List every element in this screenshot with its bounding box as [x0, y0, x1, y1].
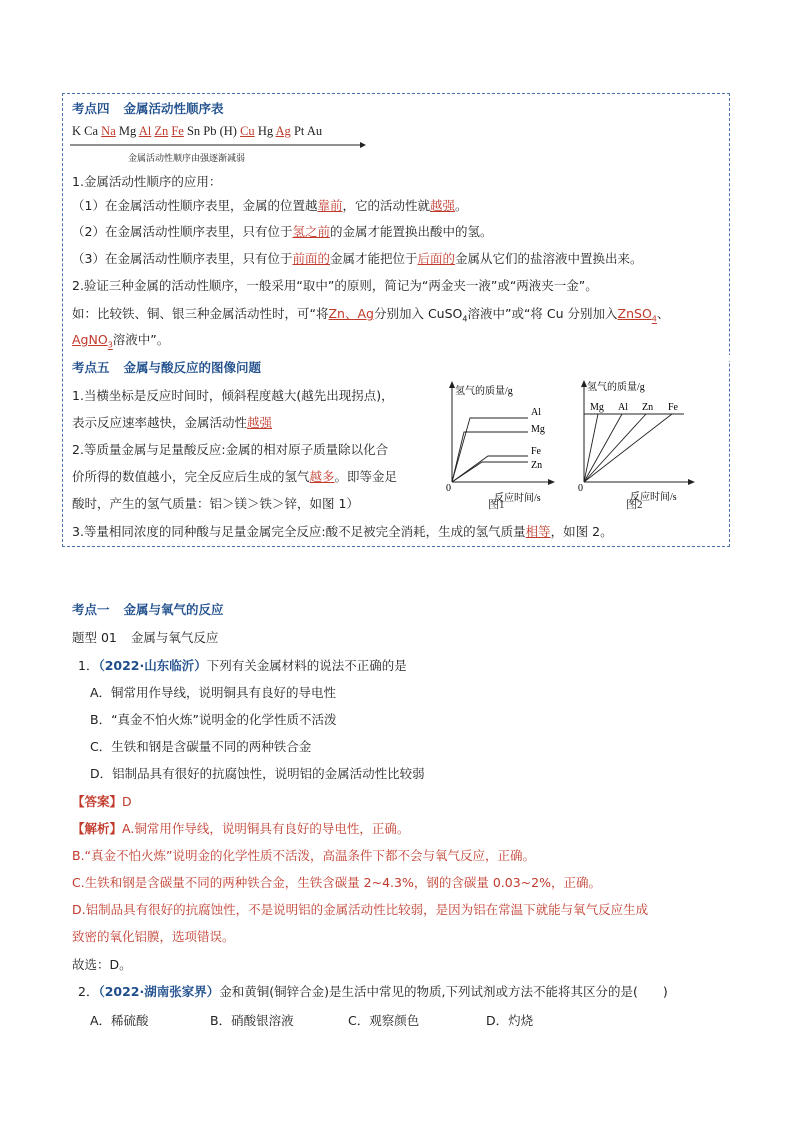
section1-heading: [72, 600, 224, 618]
s5-line-1: 1.当横坐标是反应时间时，倾斜程度越大(越先出现拐点)，: [72, 388, 394, 403]
q2-option-d: D．灼烧: [486, 1013, 534, 1028]
figure-2: [576, 380, 700, 510]
keyword: 越强: [430, 198, 456, 213]
analysis-text: A.铜常用作导线，说明铜具有良好的导电性，正确。: [122, 821, 410, 836]
fig2-xlabel: 反应时间/s: [630, 492, 677, 503]
keyword: 相等: [525, 524, 551, 539]
q1-option-a: A．铜常用作导线，说明铜具有良好的导电性: [90, 685, 337, 700]
section4-number: 考点四: [72, 101, 110, 116]
text: （1）在金属活动性顺序表里，金属的位置越: [72, 198, 318, 213]
keyword: Zn、Ag: [328, 306, 374, 321]
fig1-line-fe: [452, 456, 528, 482]
metal-Pt: Pt: [293, 124, 305, 138]
q1-source: （2022·山东临沂）: [98, 658, 207, 673]
q1-analysis-5: 致密的氧化铝膜，选项错误。: [72, 929, 235, 944]
text: 表示反应速率越快，金属活动性: [72, 415, 248, 430]
s5-line-5: 酸时，产生的氢气质量：铝＞镁＞铁＞锌，如图 1）: [72, 496, 359, 511]
application-point-2: [72, 222, 493, 240]
fig2-line-zn: [584, 414, 646, 482]
keyword: 靠前: [317, 198, 343, 213]
text: 溶液中”。: [112, 332, 170, 347]
q2-text: 金和黄铜(铜锌合金)是生活中常见的物质,下列试剂或方法不能将其区分的是( ): [219, 984, 668, 999]
section5-heading: [72, 358, 261, 376]
s5-line-2: [72, 413, 272, 431]
metal-Pb: Pb: [203, 124, 217, 138]
fig2-x-arrow: [688, 479, 695, 485]
verification-line-3: [72, 330, 169, 350]
subscript: 3: [107, 340, 113, 350]
text: 金属才能把位于: [329, 251, 418, 266]
fig1-line-zn: [452, 462, 528, 482]
keyword: ZnSO: [617, 306, 652, 321]
text: 。即等金足: [334, 469, 398, 484]
metal-Hg: Hg: [257, 124, 274, 138]
fig1-ylabel: 氢气的质量/g: [455, 386, 513, 397]
keyword: 氢之前: [292, 224, 330, 239]
fig2-line-mg: [584, 414, 598, 482]
type-label: 题型 01: [72, 630, 117, 645]
box-gap: [728, 355, 734, 361]
q1-answer: [72, 792, 132, 810]
answer-value: D: [122, 794, 132, 809]
metal-H: (H): [219, 124, 237, 138]
q1-analysis-1: [72, 819, 409, 837]
q2-option-b: B．硝酸银溶液: [210, 1013, 294, 1028]
metal-Ag: Ag: [275, 124, 291, 138]
text: （2）在金属活动性顺序表里，只有位于: [72, 224, 293, 239]
q1-analysis-4: D.铝制品具有很好的抗腐蚀性，不是说明铝的金属活动性比较弱，是因为铝在常温下就能与氧气反应生成: [72, 902, 649, 917]
fig1-x-arrow: [548, 479, 555, 485]
verification-line-2: [72, 304, 669, 324]
fig2-label-fe: Fe: [668, 402, 678, 413]
fig1-label-zn: Zn: [531, 460, 543, 471]
metal-Mg: Mg: [118, 124, 137, 138]
q1-number: 1．: [78, 658, 99, 673]
metal-Ca: Ca: [84, 124, 99, 138]
fig1-caption: 图1: [488, 499, 505, 511]
text: 价所得的数值越小，完全反应后生成的氢气: [72, 469, 310, 484]
fig2-origin: 0: [578, 483, 583, 494]
text: 。: [455, 198, 468, 213]
analysis-tag: 【解析】: [72, 821, 123, 836]
subscript: 4: [462, 314, 468, 324]
section1-title: 金属与氧气的反应: [123, 602, 224, 617]
arrow-label: 金属活动性顺序由强逐渐减弱: [128, 154, 246, 164]
application-title: 1.金属活动性顺序的应用：: [72, 174, 222, 189]
q2-option-a: A．稀硫酸: [90, 1013, 149, 1028]
application-point-3: [72, 249, 643, 267]
s5-line-3: 2.等质量金属与足量酸反应:金属的相对原子质量除以化合: [72, 442, 389, 457]
answer-tag: 【答案】: [72, 794, 123, 809]
metal-Al: Al: [138, 124, 152, 138]
fig2-label-zn: Zn: [642, 402, 654, 413]
verification-line-1: 2.验证三种金属的活动性顺序，一般采用“取中”的原则，简记为“两金夹一液”或“两液夹一金”。: [72, 278, 598, 293]
keyword: 越强: [247, 415, 273, 430]
q1-analysis-2: B.“真金不怕火炼”说明金的化学性质不活泼，高温条件下都不会与氧气反应，正确。: [72, 848, 536, 863]
metal-Cu: Cu: [240, 124, 255, 138]
text: 3.等量相同浓度的同种酸与足量金属完全反应:酸不足被完全消耗，生成的氢气质量: [72, 524, 526, 539]
text: 溶液中”或“将 Cu 分别加入: [467, 306, 618, 321]
text: 如：比较铁、铜、银三种金属活动性时，可“将: [72, 306, 329, 321]
fig1-label-al: Al: [531, 407, 541, 418]
q1-option-b: B．“真金不怕火炼”说明金的化学性质不活泼: [90, 712, 337, 727]
fig1-line-al: [452, 418, 528, 482]
metal-Na: Na: [101, 124, 116, 138]
fig1-xlabel: 反应时间/s: [494, 493, 541, 504]
section1-number: 考点一: [72, 602, 110, 617]
text: ，如图 2。: [550, 524, 613, 539]
section5-title: 金属与酸反应的图像问题: [123, 360, 262, 375]
s5-line-6: [72, 522, 613, 540]
q2-number: 2．: [78, 984, 99, 999]
subscript: 4: [651, 314, 657, 324]
q1-option-c: C．生铁和钢是含碳量不同的两种铁合金: [90, 739, 312, 754]
fig2-caption: 图2: [626, 499, 643, 511]
keyword: AgNO: [72, 332, 108, 347]
metal-Au: Au: [306, 124, 323, 138]
q1-stem: [78, 656, 407, 674]
fig2-line-al: [584, 414, 622, 482]
fig1-origin: 0: [446, 483, 451, 494]
q2-source: （2022·湖南张家界）: [98, 984, 220, 999]
section5-number: 考点五: [72, 360, 110, 375]
fig2-line-fe: [584, 414, 672, 482]
section4-heading: [72, 99, 224, 117]
fig2-label-mg: Mg: [590, 402, 604, 413]
metal-Zn: Zn: [154, 124, 169, 138]
s5-line-4: [72, 467, 397, 485]
fig2-label-al: Al: [618, 402, 628, 413]
figure-1: [440, 380, 560, 510]
fig1-label-mg: Mg: [531, 424, 545, 435]
fig2-ylabel: 氢气的质量/g: [587, 382, 645, 393]
keyword: 前面的: [292, 251, 330, 266]
metal-Sn: Sn: [186, 124, 201, 138]
question-type: [72, 628, 218, 646]
text: 的金属才能置换出酸中的氢。: [329, 224, 493, 239]
q1-option-d: D．铝制品具有很好的抗腐蚀性，说明铝的金属活动性比较弱: [90, 766, 425, 781]
q2-option-c: C．观察颜色: [348, 1013, 420, 1028]
text: 分别加入 CuSO: [373, 306, 463, 321]
q1-text: 下列有关金属材料的说法不正确的是: [206, 658, 407, 673]
fig1-label-fe: Fe: [531, 446, 541, 457]
application-point-1: [72, 196, 468, 214]
keyword: 越多: [309, 469, 335, 484]
text: 、: [656, 306, 670, 321]
metal-K: K: [72, 124, 82, 138]
metal-Fe: Fe: [171, 124, 184, 138]
text: ，它的活动性就: [342, 198, 430, 213]
q2-stem: [78, 982, 668, 1000]
q1-conclusion: 故选：D。: [72, 957, 132, 972]
keyword: 后面的: [417, 251, 456, 266]
q1-analysis-3: C.生铁和钢是含碳量不同的两种铁合金，生铁含碳量 2~4.3%，钢的含碳量 0.03~2%，正确。: [72, 875, 601, 890]
activity-series: [72, 124, 322, 139]
text: （3）在金属活动性顺序表里，只有位于: [72, 251, 293, 266]
section4-title: 金属活动性顺序表: [123, 101, 224, 116]
text: 金属从它们的盐溶液中置换出来。: [455, 251, 643, 266]
type-title: 金属与氧气反应: [130, 630, 219, 645]
